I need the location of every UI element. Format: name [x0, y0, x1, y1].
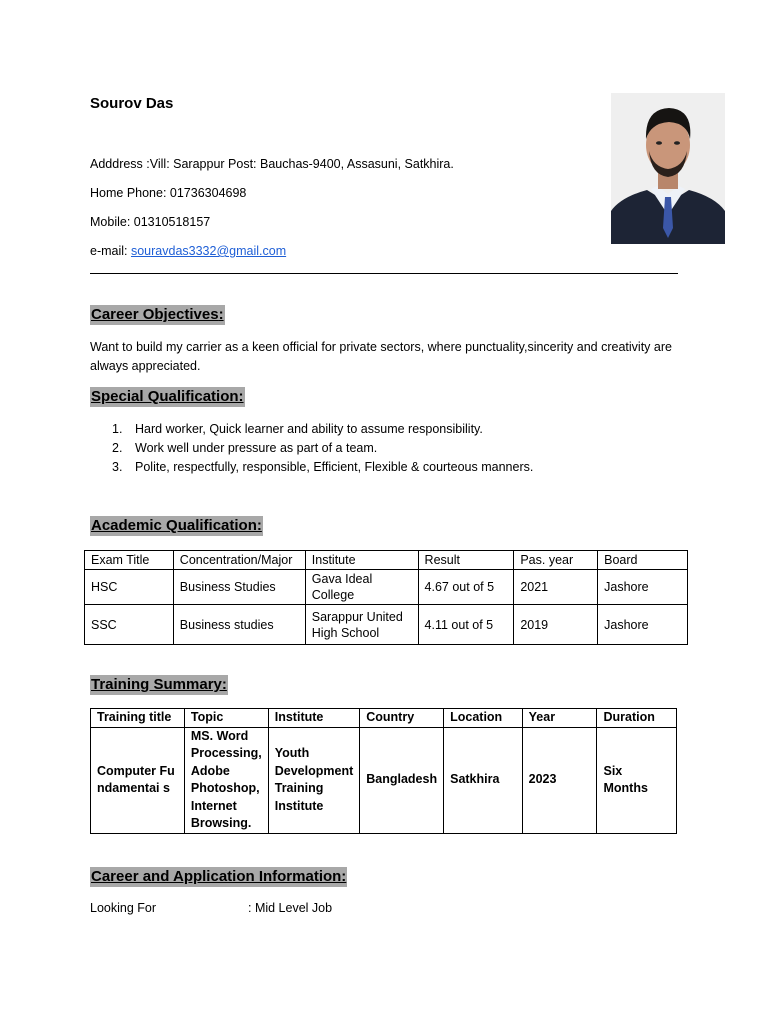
academic-table [84, 550, 688, 645]
table-header-cell: Institute [305, 551, 418, 570]
list-text: Work well under pressure as part of a team. [135, 441, 378, 455]
table-cell: 2021 [514, 570, 598, 605]
email-line [90, 244, 286, 258]
table-cell: Jashore [598, 605, 688, 645]
table-header-cell: Institute [268, 709, 360, 728]
list-number: 3. [112, 460, 123, 474]
table-cell: SSC [85, 605, 174, 645]
profile-photo [611, 93, 725, 244]
table-cell: Bangladesh [360, 727, 444, 833]
special-qualification-heading: Special Qualification: [91, 388, 244, 405]
career-objectives-text: Want to build my carrier as a keen official for private sectors, where punctuality,sincerity and creativity are always appreciated. [90, 340, 672, 373]
table-cell: Sarappur United High School [305, 605, 418, 645]
table-cell: Six Months [597, 727, 677, 833]
training-summary-heading: Training Summary: [91, 676, 227, 693]
table-header-row [85, 551, 688, 570]
email-link[interactable]: souravdas3332@gmail.com [130, 244, 287, 258]
career-objectives-heading [90, 305, 225, 325]
table-cell: 2023 [522, 727, 597, 833]
email-label: e-mail: [90, 244, 131, 258]
address-line: Adddress :Vill: Sarappur Post: Bauchas-9400, Assasuni, Satkhira. [90, 157, 454, 171]
table-header-cell: Training title [91, 709, 185, 728]
table-cell: Satkhira [444, 727, 523, 833]
looking-for-value: : Mid Level Job [248, 901, 333, 915]
academic-qualification-heading: Academic Qualification: [91, 517, 262, 534]
list-item [112, 458, 533, 477]
applicant-name: Sourov Das [90, 95, 174, 112]
table-row [85, 570, 688, 605]
table-header-cell: Country [360, 709, 444, 728]
home-phone-line: Home Phone: 01736304698 [90, 186, 247, 200]
table-header-cell: Exam Title [85, 551, 174, 570]
table-cell: Business studies [173, 605, 305, 645]
table-cell: 4.11 out of 5 [418, 605, 514, 645]
list-item [112, 420, 533, 439]
table-header-cell: Duration [597, 709, 677, 728]
mobile-line: Mobile: 01310518157 [90, 215, 211, 229]
table-cell: 2019 [514, 605, 598, 645]
profile-photo-image [611, 93, 725, 244]
table-header-cell: Year [522, 709, 597, 728]
table-cell: 4.67 out of 5 [418, 570, 514, 605]
list-number: 1. [112, 422, 123, 436]
table-header-cell: Location [444, 709, 523, 728]
table-cell: HSC [85, 570, 174, 605]
table-cell: Computer Fundamentai s [91, 727, 185, 833]
table-header-cell: Pas. year [514, 551, 598, 570]
list-text: Polite, respectfully, responsible, Efficient, Flexible & courteous manners. [135, 460, 534, 474]
list-text: Hard worker, Quick learner and ability to assume responsibility. [135, 422, 483, 436]
career-info-heading: Career and Application Information: [91, 868, 347, 885]
training-table [90, 708, 677, 834]
table-cell: Youth Development Training Institute [268, 727, 360, 833]
list-item [112, 439, 533, 458]
table-header-cell: Concentration/Major [173, 551, 305, 570]
table-row [91, 727, 677, 833]
table-cell: Gava Ideal College [305, 570, 418, 605]
table-header-cell: Board [598, 551, 688, 570]
table-header-cell: Topic [184, 709, 268, 728]
looking-for-label: Looking For [90, 901, 157, 915]
career-objectives-title: Career Objectives [91, 306, 219, 323]
table-row [85, 605, 688, 645]
table-cell: Business Studies [173, 570, 305, 605]
table-header-cell: Result [418, 551, 514, 570]
table-header-row [91, 709, 677, 728]
table-cell: MS. Word Processing, Adobe Photoshop, Internet Browsing. [184, 727, 268, 833]
header-divider [90, 273, 678, 274]
list-number: 2. [112, 441, 123, 455]
qualification-list [112, 420, 533, 477]
career-objectives-colon: : [218, 306, 224, 323]
table-cell: Jashore [598, 570, 688, 605]
